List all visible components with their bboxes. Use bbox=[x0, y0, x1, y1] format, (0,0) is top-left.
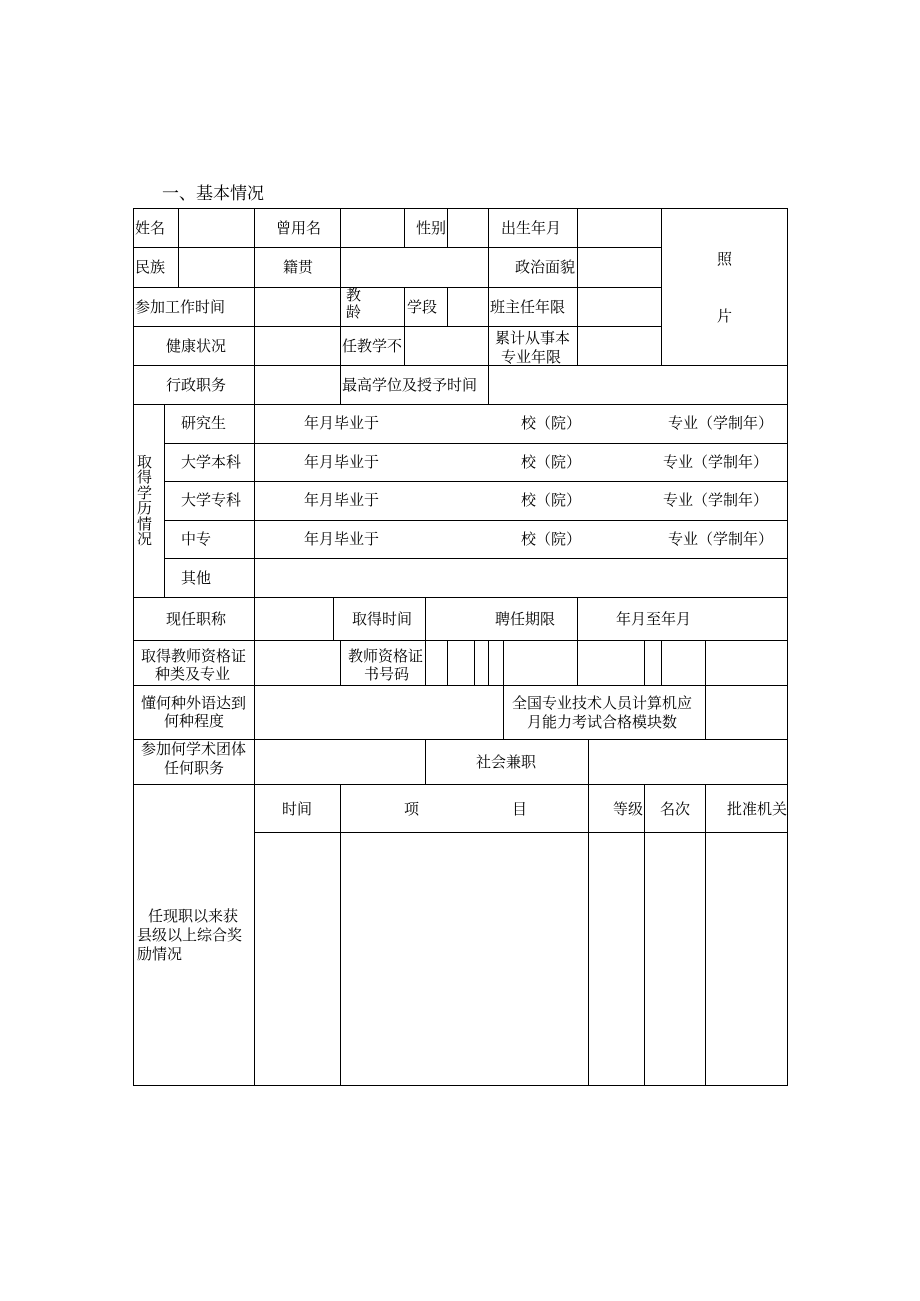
section-title: 一、基本情况 bbox=[162, 184, 264, 204]
cert-digit-cell[interactable] bbox=[662, 641, 705, 685]
education-row-field[interactable] bbox=[255, 482, 787, 520]
gender-field[interactable] bbox=[448, 209, 488, 247]
cert-digit-cell[interactable] bbox=[645, 641, 661, 685]
language-label-1: 懂何种外语达到 bbox=[141, 694, 247, 712]
health-field[interactable] bbox=[255, 327, 340, 365]
current-title-label: 现任职称 bbox=[166, 610, 227, 628]
birth-label: 出生年月 bbox=[501, 219, 562, 237]
political-field[interactable] bbox=[578, 248, 661, 287]
work-start-field[interactable] bbox=[255, 288, 340, 326]
education-school: 校（院） bbox=[521, 530, 582, 548]
cert-digit-cell[interactable] bbox=[475, 641, 488, 685]
language-label-2: 何种程度 bbox=[164, 712, 225, 730]
birth-field[interactable] bbox=[578, 209, 661, 247]
awards-label-3: 励情况 bbox=[137, 945, 183, 963]
subject-label: 任教学不 bbox=[342, 337, 403, 355]
teach-age-label-2: 龄 bbox=[346, 303, 362, 321]
employ-range-text: 年月至年月 bbox=[616, 610, 692, 628]
photo-label-1: 照 bbox=[717, 250, 733, 268]
social-post-label: 社会兼职 bbox=[476, 753, 537, 771]
edu-char: 取 bbox=[137, 453, 153, 471]
awards-item-header-2: 目 bbox=[512, 800, 528, 818]
cum-years-label-2: 专业年限 bbox=[501, 348, 562, 366]
awards-approver-cell[interactable] bbox=[706, 833, 787, 1085]
awards-rank-header: 名次 bbox=[660, 800, 691, 818]
social-post-field[interactable] bbox=[589, 740, 787, 784]
cum-years-label-1: 累计从事本 bbox=[495, 329, 571, 347]
highest-degree-field[interactable] bbox=[489, 366, 787, 404]
obtain-time-label: 取得时间 bbox=[352, 610, 413, 628]
head-teacher-years-label: 班主任年限 bbox=[490, 298, 566, 316]
education-school: 校（院） bbox=[521, 414, 582, 432]
academic-label-2: 任何职务 bbox=[164, 759, 225, 777]
computer-field[interactable] bbox=[706, 686, 787, 739]
education-row-field[interactable] bbox=[255, 521, 787, 558]
employ-period-field[interactable] bbox=[578, 598, 787, 640]
education-major: 专业（学制年） bbox=[668, 530, 774, 548]
highest-degree-label: 最高学位及授予时间 bbox=[342, 376, 478, 394]
name-label: 姓名 bbox=[135, 219, 166, 237]
school-stage-field[interactable] bbox=[448, 288, 488, 326]
awards-label-2: 县级以上综合奖 bbox=[137, 926, 243, 944]
academic-field[interactable] bbox=[255, 740, 425, 784]
edu-char: 历 bbox=[137, 499, 153, 517]
education-level: 研究生 bbox=[181, 414, 227, 432]
education-school: 校（院） bbox=[521, 491, 582, 509]
native-place-label: 籍贯 bbox=[283, 258, 314, 276]
education-row-field[interactable] bbox=[255, 405, 787, 443]
awards-item-header-1: 项 bbox=[404, 800, 420, 818]
current-title-field[interactable] bbox=[255, 598, 333, 640]
education-level: 中专 bbox=[181, 530, 212, 548]
edu-char: 得 bbox=[137, 468, 153, 486]
cert-digit-cell[interactable] bbox=[448, 641, 474, 685]
school-stage-label: 学段 bbox=[407, 298, 438, 316]
obtain-time-field[interactable] bbox=[426, 598, 488, 640]
awards-grade-cell[interactable] bbox=[589, 833, 644, 1085]
awards-approver-header: 批准机关 bbox=[727, 801, 787, 818]
cert-no-label-1: 教师资格证 bbox=[348, 647, 424, 665]
cert-digit-cell[interactable] bbox=[504, 641, 577, 685]
education-level: 大学专科 bbox=[181, 491, 242, 509]
cert-no-label-2: 书号码 bbox=[364, 665, 410, 683]
photo-label-2: 片 bbox=[717, 307, 733, 325]
cum-years-field[interactable] bbox=[578, 327, 661, 365]
ethnicity-field[interactable] bbox=[179, 248, 254, 287]
photo-box[interactable] bbox=[662, 209, 787, 365]
awards-grade-header: 等级 bbox=[613, 800, 644, 818]
computer-label-2: 月能力考试合格模块数 bbox=[527, 713, 678, 731]
awards-rank-cell[interactable] bbox=[645, 833, 705, 1085]
edu-char: 情 bbox=[137, 515, 153, 533]
academic-label-1: 参加何学术团体 bbox=[141, 740, 247, 758]
education-row-field[interactable] bbox=[255, 559, 787, 597]
awards-time-header: 时间 bbox=[282, 800, 313, 818]
head-teacher-years-field[interactable] bbox=[578, 288, 661, 326]
education-level: 其他 bbox=[181, 569, 212, 587]
education-graduated: 年月毕业于 bbox=[304, 453, 380, 471]
education-graduated: 年月毕业于 bbox=[304, 414, 380, 432]
edu-char: 况 bbox=[137, 530, 153, 548]
cert-digit-cell[interactable] bbox=[489, 641, 503, 685]
education-graduated: 年月毕业于 bbox=[304, 530, 380, 548]
education-major: 专业（学制年） bbox=[668, 414, 774, 432]
teach-age-label-1: 教 bbox=[346, 286, 362, 304]
gender-label: 性别 bbox=[416, 219, 447, 237]
education-graduated: 年月毕业于 bbox=[304, 491, 380, 509]
ethnicity-label: 民族 bbox=[135, 258, 166, 276]
awards-label-1: 任现职以来获 bbox=[148, 907, 239, 925]
education-level: 大学本科 bbox=[181, 453, 242, 471]
former-name-label: 曾用名 bbox=[276, 219, 322, 237]
cert-digit-cell[interactable] bbox=[426, 641, 447, 685]
cert-digit-cell[interactable] bbox=[578, 641, 644, 685]
native-place-field[interactable] bbox=[341, 248, 488, 287]
education-school: 校（院） bbox=[521, 453, 582, 471]
education-major: 专业（学制年） bbox=[663, 453, 769, 471]
edu-char: 学 bbox=[137, 484, 153, 502]
education-row-field[interactable] bbox=[255, 444, 787, 481]
admin-post-label: 行政职务 bbox=[166, 376, 227, 394]
teach-age-field[interactable] bbox=[376, 288, 404, 326]
admin-post-field[interactable] bbox=[255, 366, 340, 404]
employ-period-label: 聘任期限 bbox=[495, 610, 556, 628]
name-field[interactable] bbox=[179, 209, 254, 247]
education-major: 专业（学制年） bbox=[663, 491, 769, 509]
political-label: 政治面貌 bbox=[515, 258, 576, 276]
awards-item-cell[interactable] bbox=[341, 833, 588, 1085]
cert-type-field[interactable] bbox=[255, 641, 340, 685]
computer-label-1: 全国专业技术人员计算机应 bbox=[512, 694, 693, 712]
language-field[interactable] bbox=[255, 686, 503, 739]
subject-field[interactable] bbox=[405, 327, 488, 365]
health-label: 健康状况 bbox=[166, 337, 227, 355]
work-start-label: 参加工作时间 bbox=[135, 298, 226, 316]
awards-time-cell[interactable] bbox=[255, 833, 340, 1085]
cert-type-label-1: 取得教师资格证 bbox=[141, 647, 247, 665]
cert-digit-cell[interactable] bbox=[706, 641, 787, 685]
cert-type-label-2: 种类及专业 bbox=[155, 665, 231, 683]
former-name-field[interactable] bbox=[341, 209, 404, 247]
